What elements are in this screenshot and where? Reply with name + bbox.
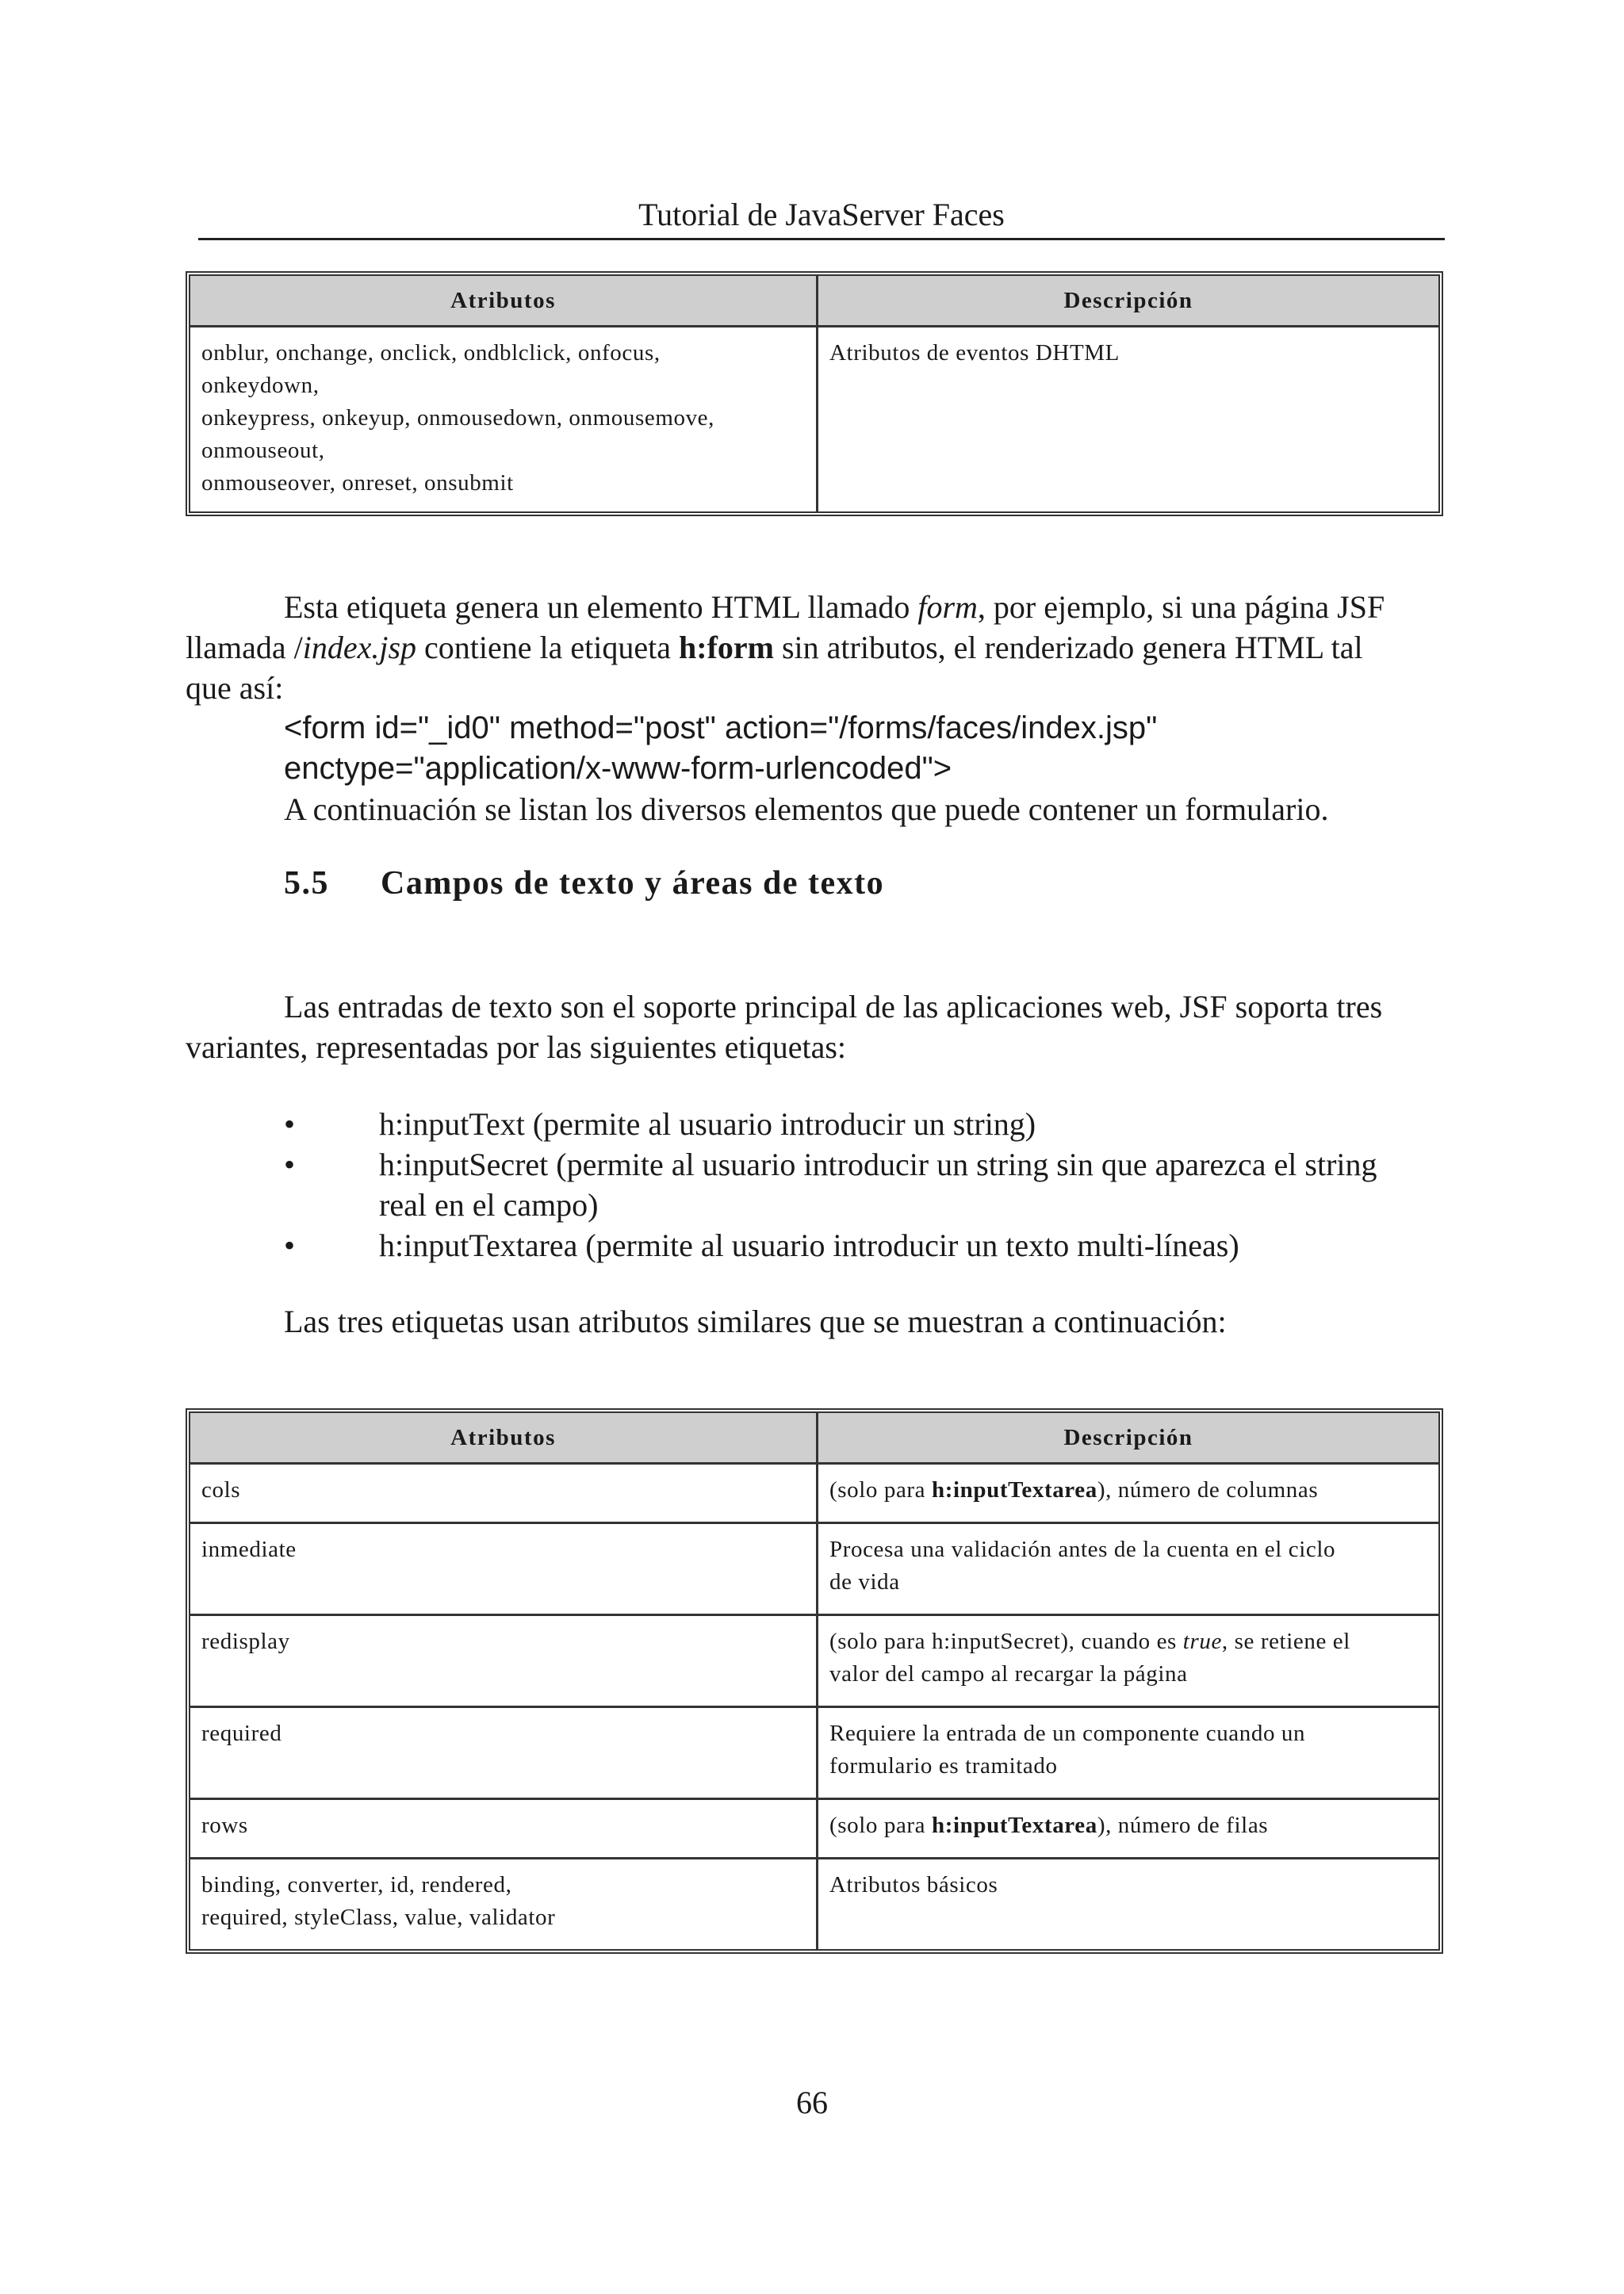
text-field-attributes-table <box>186 1408 1443 1954</box>
attribute-line: onkeydown, <box>201 373 320 398</box>
attribute-cell: rows <box>190 1798 818 1857</box>
paragraph: Las tres etiquetas usan atributos similares que se muestran a continuación: <box>284 1304 1227 1339</box>
events-attributes-table <box>186 271 1443 516</box>
paragraph-line: Las entradas de texto son el soporte principal de las aplicaciones web, JSF soporta tres <box>284 989 1383 1024</box>
description-cell: Procesa una validación antes de la cuenta en el ciclo de vida <box>818 1522 1438 1614</box>
attribute-cell: required <box>190 1706 818 1798</box>
description-cell: (solo para h:inputTextarea), número de filas <box>818 1798 1438 1857</box>
column-header-attributes: Atributos <box>190 1413 818 1465</box>
list-item: h:inputSecret (permite al usuario introducir un string sin que aparezca el string real en el campo) <box>379 1147 1377 1223</box>
table-row <box>190 1706 1438 1798</box>
description-cell: (solo para h:inputSecret), cuando es true, se retiene el valor del campo al recargar la página <box>818 1614 1438 1706</box>
bullet-icon: • <box>284 1227 296 1263</box>
description-cell: Atributos de eventos DHTML <box>829 340 1120 366</box>
attribute-cell: redisplay <box>190 1614 818 1706</box>
running-header: Tutorial de JavaServer Faces <box>198 197 1445 240</box>
attribute-cell <box>190 327 818 511</box>
column-header-attributes: Atributos <box>190 276 818 327</box>
code-line: enctype="application/x-www-form-urlencoded"> <box>284 751 952 786</box>
page-number: 66 <box>796 2085 828 2120</box>
table-row <box>190 1857 1438 1949</box>
table-row <box>190 1798 1438 1857</box>
attribute-cell: cols <box>190 1465 818 1522</box>
attribute-line: onmouseover, onreset, onsubmit <box>201 470 514 496</box>
table-row <box>190 327 1438 511</box>
description-cell: (solo para h:inputTextarea), número de columnas <box>829 1477 1319 1503</box>
section-title: Campos de texto y áreas de texto <box>381 865 885 902</box>
table-header-row <box>190 1413 1438 1465</box>
table-row <box>190 1522 1438 1614</box>
paragraph-line: variantes, representadas por las siguientes etiquetas: <box>186 1029 847 1065</box>
section-number: 5.5 <box>284 865 329 902</box>
table-row <box>190 1614 1438 1706</box>
attribute-line: onkeypress, onkeyup, onmousedown, onmousemove, <box>201 405 714 431</box>
description-cell: Requiere la entrada de un componente cuando un formulario es tramitado <box>818 1706 1438 1798</box>
attribute-cell: binding, converter, id, rendered, required, styleClass, value, validator <box>190 1857 818 1949</box>
bullet-icon: • <box>284 1147 296 1182</box>
table-row <box>190 1465 1438 1522</box>
column-header-description: Descripción <box>818 1413 1438 1465</box>
attribute-cell: inmediate <box>190 1522 818 1614</box>
paragraph-line: Esta etiqueta genera un elemento HTML llamado form, por ejemplo, si una página JSF <box>284 589 1385 625</box>
table-header-row <box>190 276 1438 327</box>
list-item: h:inputText (permite al usuario introducir un string) <box>379 1106 1036 1142</box>
attribute-line: onblur, onchange, onclick, ondblclick, onfocus, <box>201 340 661 366</box>
list-item: h:inputTextarea (permite al usuario introducir un texto multi-líneas) <box>379 1227 1239 1263</box>
section-heading <box>284 864 884 902</box>
paragraph-line: que así: <box>186 670 284 706</box>
column-header-description: Descripción <box>818 276 1438 327</box>
bullet-icon: • <box>284 1106 296 1142</box>
description-cell: Atributos básicos <box>818 1857 1438 1949</box>
paragraph: A continuación se listan los diversos elementos que puede contener un formulario. <box>284 791 1329 827</box>
paragraph-line: llamada /index.jsp contiene la etiqueta h:form sin atributos, el renderizado genera HTML tal <box>186 630 1363 665</box>
code-line: <form id="_id0" method="post" action="/forms/faces/index.jsp" <box>284 710 1158 745</box>
attribute-line: onmouseout, <box>201 438 325 463</box>
